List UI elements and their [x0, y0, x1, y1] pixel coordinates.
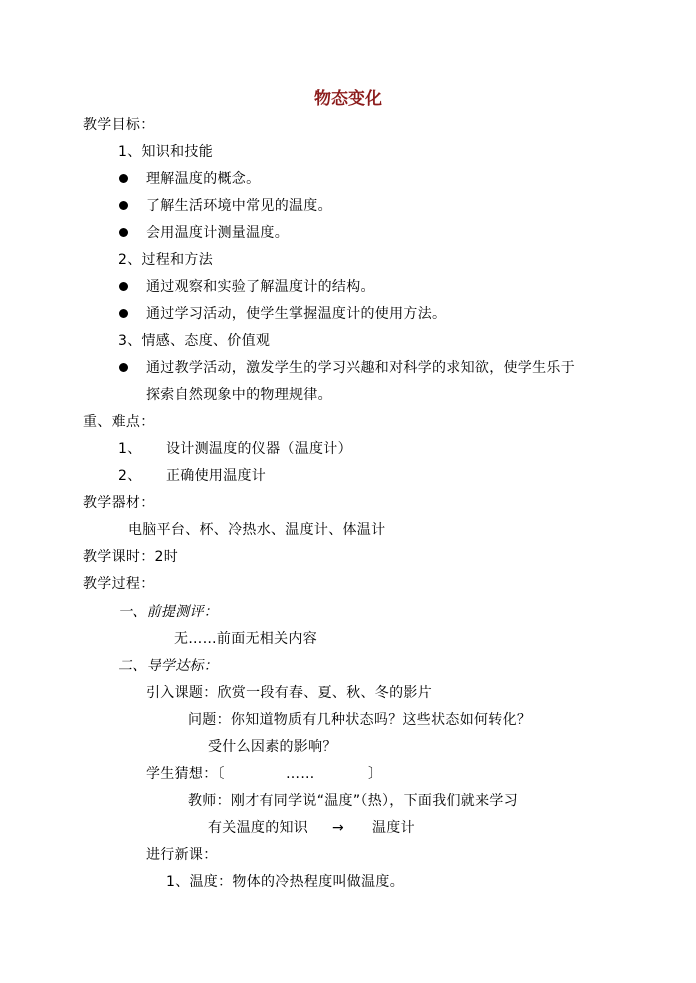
step2-intro: 引入课题：欣赏一段有春、夏、秋、冬的影片 — [146, 685, 432, 701]
goal2-bullet-2: 通过学习活动，使学生掌握温度计的使用方法。 — [146, 306, 447, 322]
equipment-heading: 教学器材： — [83, 495, 155, 511]
keypoint-2-text: 正确使用温度计 — [166, 468, 267, 484]
temperature-definition: 1、温度：物体的冷热程度叫做温度。 — [166, 874, 405, 890]
goal1-heading: 1、知识和技能 — [118, 144, 214, 160]
arrow-icon: → — [332, 820, 345, 836]
goal3-heading: 3、情感、态度、价值观 — [118, 333, 271, 349]
step1-content: 无……前面无相关内容 — [174, 631, 317, 647]
teacher-line2-a: 有关温度的知识 — [208, 820, 309, 836]
page-title: 物态变化 — [314, 89, 382, 109]
new-lesson-label: 进行新课： — [146, 847, 218, 863]
bullet-icon — [119, 201, 128, 210]
bullet-icon — [119, 228, 128, 237]
guess-label: 学生猜想：〔 — [146, 766, 225, 782]
keypoint-1-num: 1、 — [118, 441, 142, 457]
bullet-icon — [119, 363, 128, 372]
bullet-icon — [119, 282, 128, 291]
teacher-line2-b: 温度计 — [372, 820, 415, 836]
goal1-bullet-2: 了解生活环境中常见的温度。 — [146, 198, 332, 214]
goal1-bullet-3: 会用温度计测量温度。 — [146, 225, 289, 241]
goal3-bullet-line2: 探索自然现象中的物理规律。 — [146, 387, 332, 403]
bullet-icon — [119, 174, 128, 183]
guess-close: 〕 — [368, 766, 383, 782]
goal2-bullet-1: 通过观察和实验了解温度计的结构。 — [146, 279, 375, 295]
teacher-line1: 教师：刚才有同学说“温度”（热），下面我们就来学习 — [188, 793, 519, 809]
step2-label: 二、导学达标： — [118, 658, 219, 674]
class-hours: 教学课时：2时 — [83, 549, 179, 565]
step2-question-line2: 受什么因素的影响？ — [208, 739, 337, 755]
step2-question-line1: 问题：你知道物质有几种状态吗？这些状态如何转化？ — [188, 712, 532, 728]
bullet-icon — [119, 309, 128, 318]
keypoint-2-num: 2、 — [118, 468, 142, 484]
step1-label: 一、前提测评： — [118, 604, 219, 620]
goals-heading: 教学目标： — [83, 117, 155, 133]
keypoints-heading: 重、难点： — [83, 414, 155, 430]
process-heading: 教学过程： — [83, 576, 155, 592]
equipment-list: 电脑平台、杯、冷热水、温度计、体温计 — [128, 522, 386, 538]
goal1-bullet-1: 理解温度的概念。 — [146, 171, 261, 187]
guess-dots: …… — [286, 766, 315, 782]
keypoint-1-text: 设计测温度的仪器（温度计） — [166, 441, 352, 457]
goal2-heading: 2、过程和方法 — [118, 252, 214, 268]
goal3-bullet-line1: 通过教学活动，激发学生的学习兴趣和对科学的求知欲，使学生乐于 — [146, 360, 575, 376]
